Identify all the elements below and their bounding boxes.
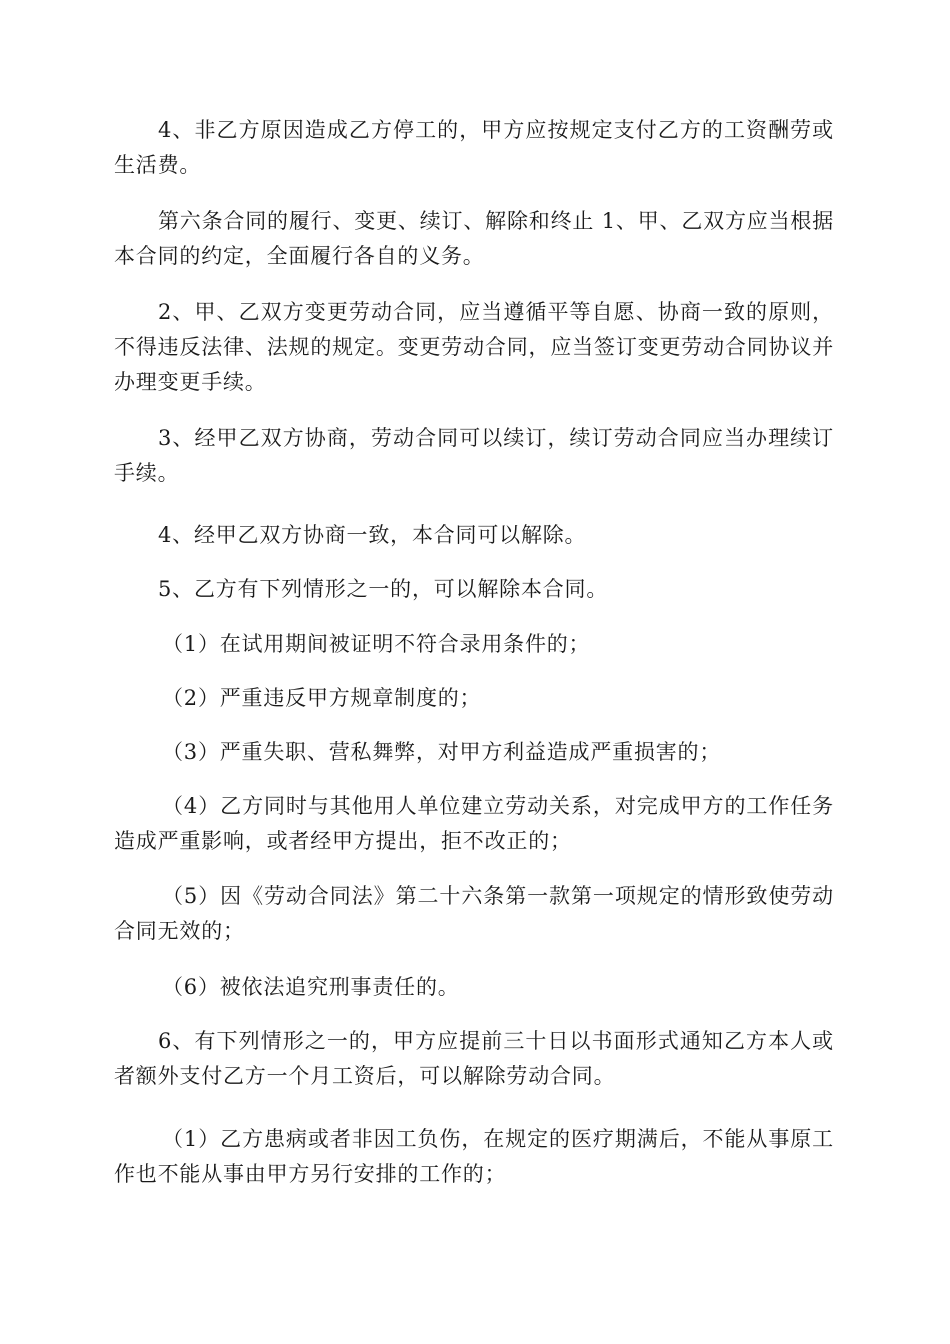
paragraph-article-6-intro: 第六条合同的履行、变更、续订、解除和终止 1、甲、乙双方应当根据本合同的约定，全面履行各自的义务。	[114, 209, 834, 268]
list-item-5-2: （2）严重违反甲方规章制度的；	[162, 686, 482, 710]
list-item-5-3: （3）严重失职、营私舞弊，对甲方利益造成严重损害的；	[162, 740, 722, 764]
paragraph-clause-3-renewal: 3、经甲乙双方协商，劳动合同可以续订，续订劳动合同应当办理续订手续。	[114, 426, 834, 485]
list-item-5-5: （5）因《劳动合同法》第二十六条第一款第一项规定的情形致使劳动合同无效的；	[114, 884, 834, 943]
paragraph-clause-4-termination: 4、经甲乙双方协商一致，本合同可以解除。	[158, 523, 587, 547]
paragraph-clause-5-conditions: 5、乙方有下列情形之一的，可以解除本合同。	[158, 577, 609, 601]
list-item-5-1: （1）在试用期间被证明不符合录用条件的；	[162, 632, 591, 656]
list-item-5-6: （6）被依法追究刑事责任的。	[162, 975, 460, 999]
list-item-5-4: （4）乙方同时与其他用人单位建立劳动关系，对完成甲方的工作任务造成严重影响，或者经甲方提出，拒不改正的；	[114, 794, 834, 853]
paragraph-clause-4-work-stoppage: 4、非乙方原因造成乙方停工的，甲方应按规定支付乙方的工资酬劳或生活费。	[114, 118, 834, 177]
list-item-6-1: （1）乙方患病或者非因工负伤，在规定的医疗期满后，不能从事原工作也不能从事由甲方另行安排的工作的；	[114, 1127, 834, 1186]
paragraph-clause-2-change: 2、甲、乙双方变更劳动合同，应当遵循平等自愿、协商一致的原则，不得违反法律、法规的规定。变更劳动合同，应当签订变更劳动合同协议并办理变更手续。	[114, 300, 834, 394]
paragraph-clause-6-notice: 6、有下列情形之一的，甲方应提前三十日以书面形式通知乙方本人或者额外支付乙方一个月工资后，可以解除劳动合同。	[114, 1029, 834, 1088]
